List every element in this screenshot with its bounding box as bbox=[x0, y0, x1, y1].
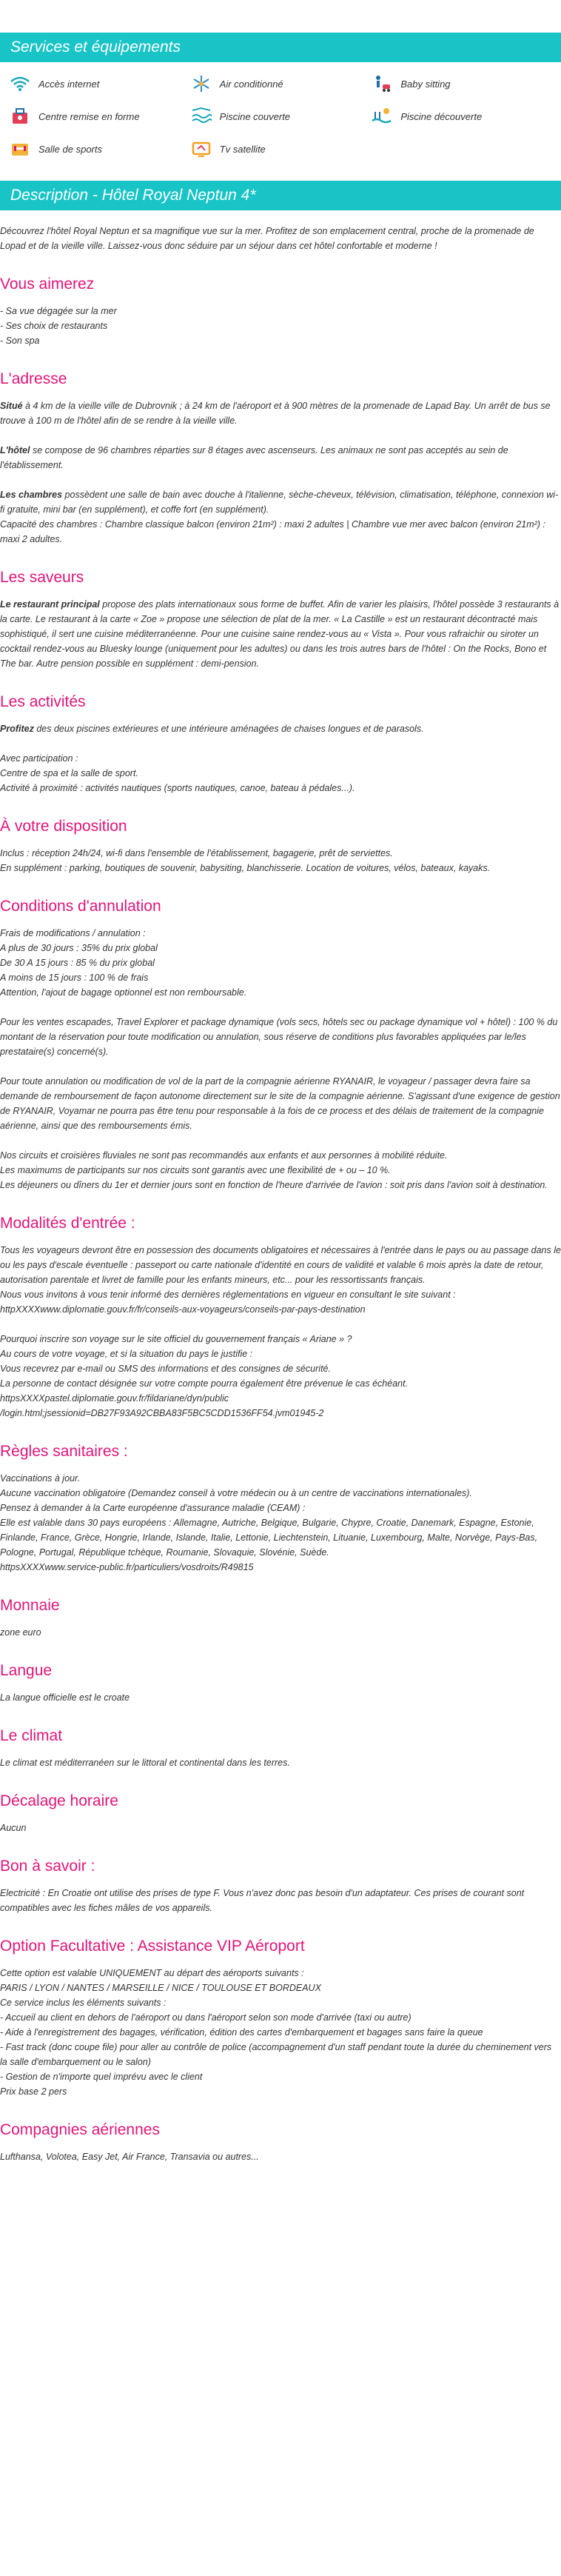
amenity-air-conditioning bbox=[190, 73, 372, 95]
list-item: Ce service inclus les éléments suivants : bbox=[0, 1998, 167, 2008]
amenity-label: Salle de sports bbox=[38, 143, 102, 155]
list-item: A moins de 15 jours : 100 % de frais bbox=[0, 972, 149, 983]
amenity-internet bbox=[9, 73, 190, 95]
list-item: Aucune vaccination obligatoire (Demandez conseil à votre médecin ou à un centre de vaccinations internationales). bbox=[0, 1488, 472, 1498]
activites-paragraph bbox=[0, 721, 561, 736]
annulation-fees-list bbox=[0, 926, 561, 1000]
bold-lead: Profitez bbox=[0, 724, 34, 734]
amenity-gym bbox=[9, 138, 190, 160]
section-title-entree: Modalités d'entrée : bbox=[0, 1215, 135, 1232]
amenity-label: Accès internet bbox=[38, 78, 100, 90]
entree-documents-paragraph: Tous les voyageurs devront être en possession des documents obligatoires et nécessaires à l'entrée dans le pays ou au passage dans le ou les pays d'escale éventuelle : passeport ou carte nationale d'identité en cours de validité et valable 6 mois après la date de retour, autorisation parentale et livret de famille pour les enfants mineurs, etc... pour les ressortissants français. bbox=[0, 1245, 561, 1285]
annulation-escapades-paragraph: Pour les ventes escapades, Travel Explorer et package dynamique (vols secs, hôtels sec ou package dynamique vol + hôtel) : 100 % du montant de la réservation pour toute modification ou annulation, sous réserve de conditions plus favorables appliquées par le/les prestataire(s) concerné(s). bbox=[0, 1017, 558, 1057]
list-item: Frais de modifications / annulation : bbox=[0, 928, 146, 938]
section-title-langue: Langue bbox=[0, 1662, 53, 1679]
list-item: Au cours de votre voyage, et si la situation du pays le justifie : bbox=[0, 1349, 253, 1359]
outdoor-pool-icon bbox=[371, 107, 393, 126]
sanitaires-countries-paragraph: Elle est valable dans 30 pays européens : Allemagne, Autriche, Belgique, Bulgarie, Chypre, Croatie, Danemark, Espagne, Estonie, Finlande, France, Grèce, Hongrie, Irlande, Islande, Italie, Lettonie, Liechtenstein, Lituanie, Luxembourg, Malte, Norvège, Pays-Bas, Pologne, Portugal, République tchèque, Roumanie, Slovaquie, Slovénie, Suède. bbox=[0, 1518, 538, 1558]
list-item: Vous recevrez par e-mail ou SMS des informations et des consignes de sécurité. bbox=[0, 1364, 331, 1374]
section-title-vous-aimerez: Vous aimerez bbox=[0, 276, 95, 293]
bold-lead: L'hôtel bbox=[0, 445, 30, 456]
description-bar: Description - Hôtel Royal Neptun 4* bbox=[0, 181, 561, 210]
pool-icon bbox=[190, 107, 212, 126]
amenity-label: Piscine couverte bbox=[219, 110, 291, 122]
bold-lead: Les chambres bbox=[0, 490, 63, 500]
list-item: A plus de 30 jours : 35% du prix global bbox=[0, 943, 158, 953]
section-title-compagnies: Compagnies aériennes bbox=[0, 2121, 160, 2138]
list-item: Attention, l'ajout de bagage optionnel est non remboursable. bbox=[0, 987, 247, 998]
section-title-vip: Option Facultative : Assistance VIP Aéroport bbox=[0, 1938, 305, 1955]
gym-icon bbox=[9, 139, 31, 159]
list-item: Inclus : réception 24h/24, wi-fi dans l'ensemble de l'établissement, bagagerie, prêt de serviettes. bbox=[0, 848, 393, 858]
annulation-circuits-list bbox=[0, 1148, 561, 1178]
section-title-monnaie: Monnaie bbox=[0, 1597, 60, 1614]
entree-reglementation-paragraph: Nous vous invitons à vous tenir informé des dernières réglementations en vigueur en consultant le site suivant : httpXXXXwww.diplomatie.gouv.fr/fr/conseils-aux-voyageurs/conseils-par-pays-destination bbox=[0, 1289, 456, 1315]
list-item: Pourquoi inscrire son voyage sur le site officiel du gouvernement français « Ariane » ? bbox=[0, 1334, 352, 1344]
description-content bbox=[0, 224, 561, 2164]
list-item: Cette option est valable UNIQUEMENT au départ des aéroports suivants : bbox=[0, 1968, 304, 1978]
amenity-outdoor-pool bbox=[371, 105, 552, 127]
capacite-paragraph: Capacité des chambres : Chambre classique balcon (environ 21m²) : maxi 2 adultes | Chambre vue mer avec balcon (environ 21m²) : maxi 2 adultes. bbox=[0, 519, 545, 544]
vous-aimerez-list bbox=[0, 304, 561, 348]
list-item: Activité à proximité : activités nautiques (sports nautiques, canoe, bateau à pédales...). bbox=[0, 783, 355, 793]
shopping-icon bbox=[9, 107, 31, 126]
amenity-indoor-pool bbox=[190, 105, 372, 127]
section-title-disposition: À votre disposition bbox=[0, 818, 127, 835]
list-item: - Son spa bbox=[0, 336, 40, 346]
annulation-ryanair-paragraph: Pour toute annulation ou modification de vol de la part de la compagnie aérienne RYANAIR, le voyageur / passager devra faire sa demande de remboursement de façon autonome directement sur le site de la compagnie aérienne. S'agissant d'une exigence de gestion de RYANAIR, Voyamar ne pourra pas être tenu pour responsable à la fois de ce process et des délais de traitement de la compagnie aérienne, ainsi que des remboursements émis. bbox=[0, 1076, 560, 1131]
paragraph-text: des deux piscines extérieures et une intérieure aménagées de chaises longues et de parasols. bbox=[33, 724, 424, 734]
section-title-adresse: L'adresse bbox=[0, 370, 67, 387]
amenity-label: Baby sitting bbox=[400, 78, 451, 90]
paragraph-text: possèdent une salle de bain avec douche à l'italienne, sèche-cheveux, télévision, climatisation, téléphone, connexion wi-fi gratuite, mini bar (en supplément), et coffe fort (en supplément). bbox=[0, 490, 559, 515]
baby-sitting-icon bbox=[371, 74, 393, 93]
sanitaires-list bbox=[0, 1471, 561, 1515]
bold-lead: Le restaurant principal bbox=[0, 599, 100, 610]
intro-text: Découvrez l'hôtel Royal Neptun et sa magnifique vue sur la mer. Profitez de son emplacement central, proche de la promenade de Lopad et de la vieille ville. Laissez-vous donc séduire par un séjour dans cet hôtel confortable et moderne ! bbox=[0, 226, 534, 251]
list-item: - Gestion de n'importe quel imprévu avec le client bbox=[0, 2072, 203, 2082]
list-item: Centre de spa et la salle de sport. bbox=[0, 768, 138, 778]
list-item: La personne de contact désignée sur votre compte pourra également être prévenue le cas échéant. bbox=[0, 1378, 409, 1389]
climat-text: Le climat est méditerranéen sur le littoral et continental dans les terres. bbox=[0, 1758, 290, 1768]
list-item: Pensez à demander à la Carte européenne d'assurance maladie (CEAM) : bbox=[0, 1503, 306, 1513]
list-item: - Ses choix de restaurants bbox=[0, 321, 108, 331]
services-bar: Services et équipements bbox=[0, 33, 561, 62]
list-item: - Accueil au client en dehors de l'aéroport ou dans l'aéroport selon son mode d'arrivée (taxi ou autre) bbox=[0, 2012, 411, 2023]
section-title-saveurs: Les saveurs bbox=[0, 569, 84, 586]
chambres-paragraph bbox=[0, 487, 561, 517]
list-item: En supplément : parking, boutiques de souvenir, babysiting, blanchisserie. Location de voitures, vélos, bateaux, kayaks. bbox=[0, 863, 491, 873]
list-item: - Sa vue dégagée sur la mer bbox=[0, 306, 117, 316]
decalage-text: Aucun bbox=[0, 1823, 27, 1833]
sanitaires-link[interactable]: httpsXXXXwww.service-public.fr/particuliers/vosdroits/R49815 bbox=[0, 1562, 254, 1572]
wifi-icon bbox=[9, 74, 31, 93]
amenity-label: Tv satellite bbox=[219, 143, 266, 155]
list-item: PARIS / LYON / NANTES / MARSEILLE / NICE / TOULOUSE ET BORDEAUX bbox=[0, 1983, 321, 1993]
monnaie-text: zone euro bbox=[0, 1627, 41, 1638]
list-item: Les maximums de participants sur nos circuits sont garantis avec une flexibilité de + ou – 10 %. bbox=[0, 1165, 391, 1175]
saveurs-paragraph bbox=[0, 597, 561, 671]
amenity-fitness-centre bbox=[9, 105, 190, 127]
paragraph-text: propose des plats internationaux sous forme de buffet. Afin de varier les plaisirs, l'hôtel possède 3 restaurants à la carte. Le restaurant à la carte « Zoe » propose une sélection de plat de la mer. « La Castille » est un restaurant décontracté mais sophistiqué, il sert une cuisine méditerranéenne. Pour une cuisine saine rendez-vous au « Vista ». Pour vous rafraichir ou siroter un cocktail rendez-vous au Bluesky lounge (uniquement pour les adultes) ou dans les trois autres bars de l'hôtel : On the Rocks, Bono et The bar. Autre pension possible en supplément : demi-pension. bbox=[0, 599, 560, 669]
section-title-sanitaires: Règles sanitaires : bbox=[0, 1443, 128, 1460]
activites-list bbox=[0, 751, 561, 795]
list-item: Vaccinations à jour. bbox=[0, 1473, 81, 1484]
section-title-annulation: Conditions d'annulation bbox=[0, 898, 161, 915]
list-item: Nos circuits et croisières fluviales ne sont pas recommandés aux enfants et aux personnes à mobilité réduite. bbox=[0, 1150, 448, 1161]
amenity-tv-satellite bbox=[190, 138, 372, 160]
amenity-baby-sitting bbox=[371, 73, 552, 95]
list-item: De 30 A 15 jours : 85 % du prix global bbox=[0, 958, 155, 968]
bon-a-savoir-text: Electricité : En Croatie ont utilise des prises de type F. Vous n'avez donc pas besoin d'un adaptateur. Ces prises de courant sont compatibles avec les fiches mâles de vos appareils. bbox=[0, 1888, 525, 1913]
paragraph-text: à 4 km de la vieille ville de Dubrovnik ; à 24 km de l'aéroport et à 900 mètres de la promenade de Lapad Bay. Un arrêt de bus se trouve à 100 m de l'hôtel afin de se rendre à la vieille ville. bbox=[0, 401, 551, 426]
section-title-decalage: Décalage horaire bbox=[0, 1792, 118, 1809]
snowflake-icon bbox=[190, 74, 212, 93]
amenities-grid bbox=[0, 62, 561, 167]
section-title-bon-a-savoir: Bon à savoir : bbox=[0, 1858, 95, 1875]
amenity-label: Air conditionné bbox=[219, 78, 283, 90]
list-item: /login.html;jsessionid=DB27F93A92CBBA83F5BC5CDD1536FF54.jvm01945-2 bbox=[0, 1408, 324, 1418]
compagnies-text: Lufthansa, Volotea, Easy Jet, Air France, Transavia ou autres... bbox=[0, 2152, 259, 2162]
bold-lead: Situé bbox=[0, 401, 23, 411]
paragraph-text: se compose de 96 chambres réparties sur 8 étages avec ascenseurs. Les animaux ne sont pas acceptés au sein de l'établissement. bbox=[0, 445, 508, 470]
list-item: Prix base 2 pers bbox=[0, 2086, 67, 2097]
disposition-list bbox=[0, 846, 561, 875]
list-item: - Aide à l'enregistrement des bagages, vérification, édition des cartes d'embarquement et bagages sans faire la queue bbox=[0, 2027, 483, 2038]
annulation-repas-paragraph: Les déjeuners ou dîners du 1er et dernier jours sont en fonction de l'heure d'arrivée de l'avion : soit pris dans l'avion soit à destination. bbox=[0, 1180, 548, 1190]
amenity-label: Piscine découverte bbox=[400, 110, 483, 122]
entree-ariane-list bbox=[0, 1332, 561, 1421]
list-item: - Fast track (donc coupe file) pour aller au contrôle de police (accompagnement d'un staff pendant toute la durée du cheminement vers la salle d'embarquement ou le salon) bbox=[0, 2042, 552, 2067]
adresse-paragraph bbox=[0, 398, 561, 428]
hotel-paragraph bbox=[0, 443, 561, 473]
list-item: Avec participation : bbox=[0, 753, 78, 764]
section-title-climat: Le climat bbox=[0, 1727, 63, 1744]
vip-list bbox=[0, 1966, 561, 2099]
langue-text: La langue officielle est le croate bbox=[0, 1692, 130, 1703]
tv-icon bbox=[190, 139, 212, 159]
section-title-activites: Les activités bbox=[0, 693, 86, 710]
list-item: httpsXXXXpastel.diplomatie.gouv.fr/fildariane/dyn/public bbox=[0, 1393, 229, 1404]
amenity-label: Centre remise en forme bbox=[38, 110, 140, 122]
